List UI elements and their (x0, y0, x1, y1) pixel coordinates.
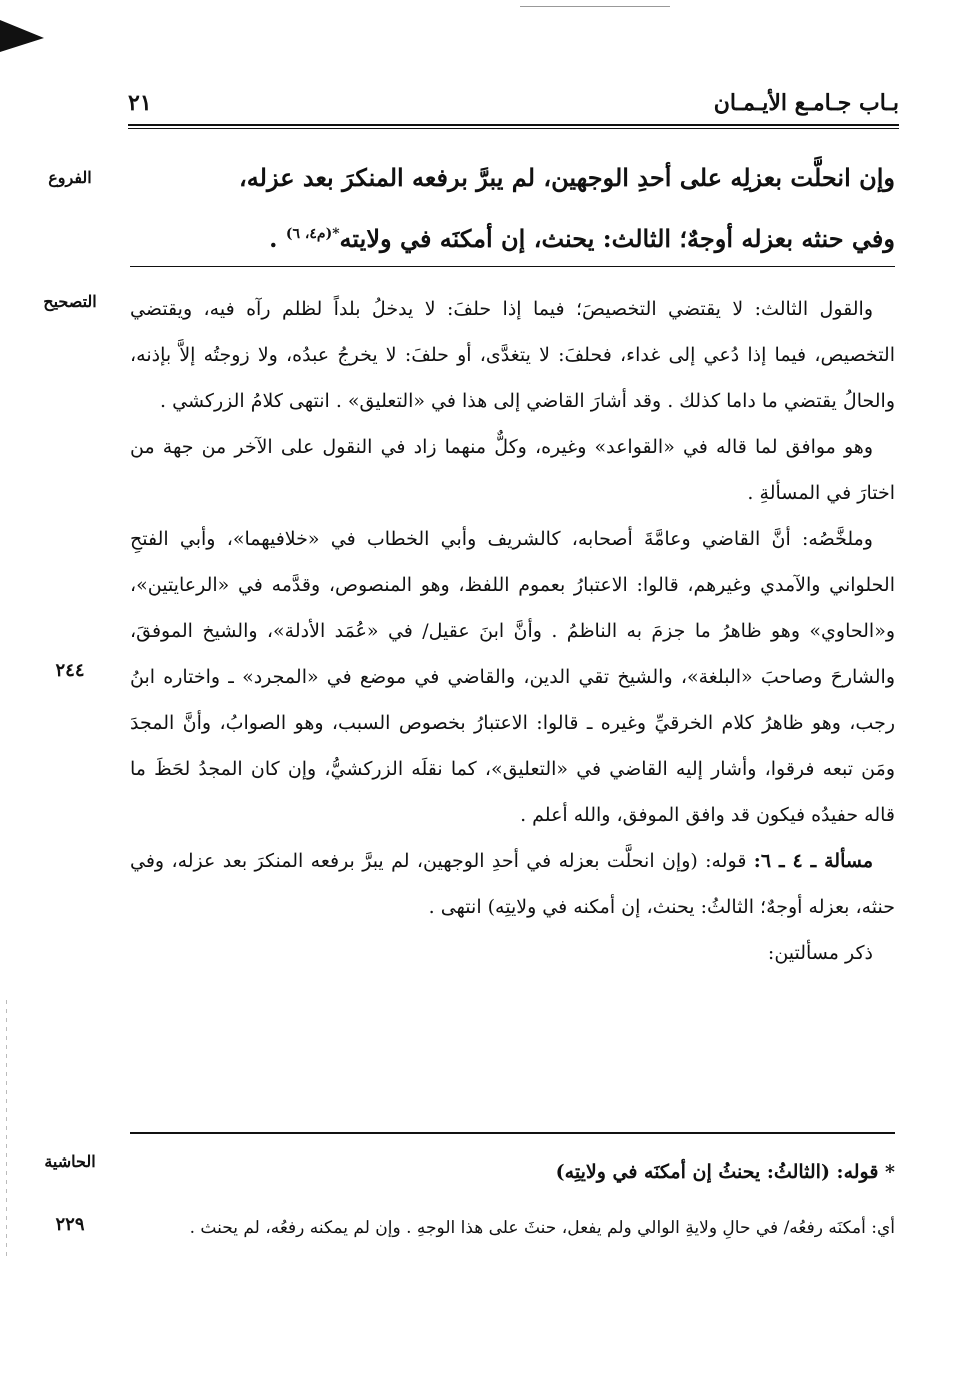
side-page-ref-229: ٢٢٩ (55, 1214, 85, 1235)
header-rule (128, 124, 899, 126)
side-label-tashih: التصحيح (43, 292, 97, 311)
tashih-paragraph-4 (130, 838, 895, 930)
matn-end: . (269, 224, 286, 253)
page-header (128, 90, 899, 120)
matn-line-2-text: وفي حنثه بعزله أوجهٌ؛ الثالث: يحنث، إن أمكنَه في ولايته (339, 224, 895, 253)
section-rule-2 (130, 1132, 895, 1134)
tashih-paragraph-3: وملخَّصُه: أنَّ القاضي وعامَّةَ أصحابه، كالشريف وأبي الخطاب في «خلافيهما»، وأبي الفتحِ الحلواني والآمدي وغيرهم، قالوا: الاعتبارُ بعموم اللفظ، وهو المنصوص، وقدَّمه في «الرعايتين»، و«الحاوي» وهو ظاهرُ ما جزمَ به الناظمُ . وأنَّ ابنَ عقيل/ في «عُمَد الأدلة»، والشيخ الموفقَ، والشارحَ وصاحبَ «البلغة»، والشيخ تقي الدين، والقاضي في موضع في «المجرد» ـ واختاره ابنُ رجب، وهو ظاهرُ كلام الخرقيِّ وغيره ـ قالوا: الاعتبارُ بخصوص السبب، وهو الصوابُ، وأنَّ المجدَ ومَن تبعه فرقوا، وأشار إليه القاضي في «التعليق»، كما نقلَه الزركشيُّ، وإن كان المجدُ لحَظَ ما قاله حفيدُه فيكون قد وافق الموفق، والله أعلم . (130, 528, 896, 826)
side-label-furu: الفروع (48, 168, 92, 187)
footnote-reference: *(م٤، ٦) (285, 226, 340, 242)
masala-heading: مسألة ـ ٤ ـ ٦: (753, 850, 874, 872)
hashiya-heading: * قوله: (الثالثُ: يحنثُ إن أمكنَه في ولايتِه) (555, 1161, 895, 1183)
tashih-paragraph-1: والقول الثالث: لا يقتضي التخصيصَ؛ فيما إذا حلفَ: لا يدخلُ بلداً لظلم رآه فيه، ويقتضي التخصيص، فيما إذا دُعي إلى غداء، فحلفَ: لا يتغدَّى، أو حلفَ: لا يخرجُ عبدُه، ولا زوجتُه إلاَّ بإذنه، والحالُ يقتضي ما داما كذلك . وقد أشارَ القاضي إلى هذا في «التعليق» . انتهى كلامُ الزركشي . (130, 298, 895, 412)
chapter-title: بـاب جـامـع الأيـمـان (713, 90, 899, 116)
tashih-paragraph-5: ذكر مسألتين: (767, 942, 873, 964)
tashih-paragraph-2: وهو موافق لما قاله في «القواعد» وغيره، وكلٌّ منهما زاد في النقول على الآخر من جهة من اختارَ في المسألةِ . (130, 436, 895, 504)
hashiya-block (130, 1152, 895, 1250)
page-number: ٢١ (128, 90, 152, 116)
side-page-ref-244: ٢٤٤ (55, 660, 85, 681)
scan-margin-noise (6, 1000, 7, 1260)
header-rule-thin (128, 128, 899, 129)
side-label-hashiya: الحاشية (44, 1152, 96, 1171)
matn-line-2 (130, 206, 895, 267)
matn-block (130, 150, 895, 267)
hashiya-text: أي: أمكنَه رفعُه/ في حالِ ولايةِ الوالي ولم يفعل، حنثَ على هذا الوجهِ . وإن لم يمكنه رفعُه، لم يحنث . (189, 1218, 895, 1238)
masala-text: قوله: (وإن انحلَّت بعزله في أحدِ الوجهين، لم يبرَّ برفعه المنكرَ بعد عزله، وفي حنثه، بعزله أوجهٌ؛ الثالثُ: يحنث، إن أمكنه في ولايتِه) انتهى . (130, 850, 895, 918)
top-scan-rule (520, 6, 670, 7)
matn-line-1: وإن انحلَّت بعزلِه على أحدِ الوجهين، لم يبرَّ برفعه المنكرَ بعد عزله، (239, 163, 895, 192)
tashih-block (130, 286, 895, 976)
section-rule-1 (130, 266, 895, 267)
